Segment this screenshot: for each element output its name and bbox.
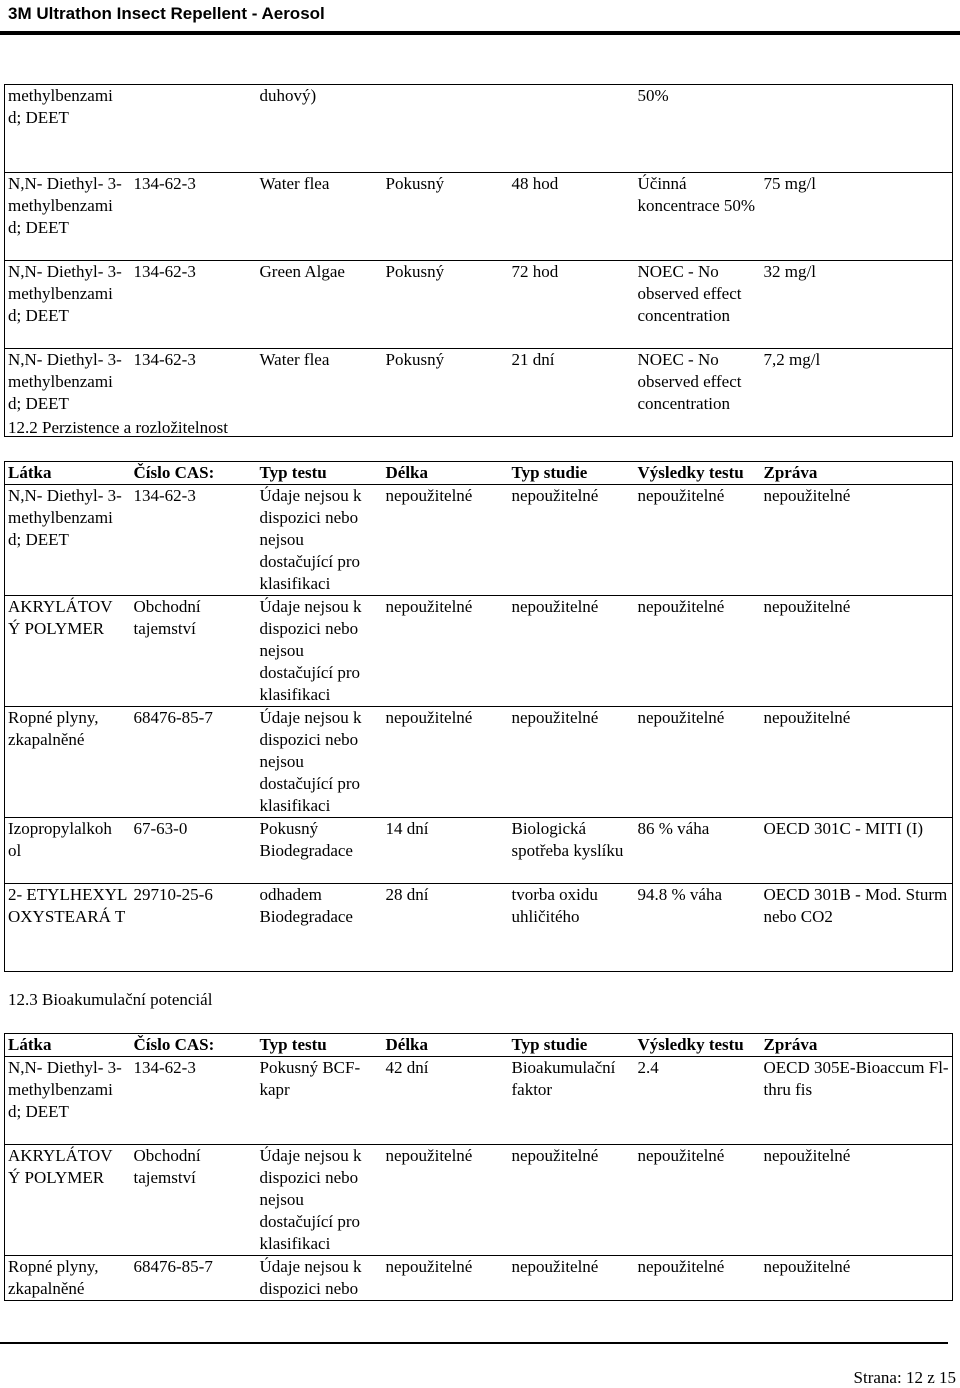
table-cell: 72 hod xyxy=(509,261,635,349)
table-row xyxy=(5,1057,953,1145)
table-cell: NOEC - No observed effect concentration xyxy=(635,349,761,437)
table-cell xyxy=(131,85,257,173)
document-title: 3M Ultrathon Insect Repellent - Aerosol xyxy=(8,4,325,23)
column-header: Číslo CAS: xyxy=(131,462,257,485)
table-cell: 7,2 mg/l xyxy=(761,349,953,437)
table-cell: nepoužitelné xyxy=(635,596,761,707)
table-cell: AKRYLÁTOV Ý POLYMER xyxy=(5,596,131,707)
header-rule xyxy=(0,31,960,35)
table-cell: Pokusný BCF- kapr xyxy=(257,1057,383,1145)
column-header: Látka xyxy=(5,1034,131,1057)
table-cell: nepoužitelné xyxy=(761,707,953,818)
table-cell: 50% xyxy=(635,85,761,173)
table-cell: Obchodní tajemství xyxy=(131,1145,257,1256)
column-header: Typ studie xyxy=(509,1034,635,1057)
table-cell: Účinná koncentrace 50% xyxy=(635,173,761,261)
table-cell: Water flea xyxy=(257,349,383,437)
table-cell: nepoužitelné xyxy=(635,707,761,818)
table-cell: nepoužitelné xyxy=(509,1256,635,1301)
table-cell: N,N- Diethyl- 3- methylbenzami d; DEET xyxy=(5,261,131,349)
table-cell: Údaje nejsou k dispozici nebo nejsou dostačující pro klasifikaci xyxy=(257,707,383,818)
table-row xyxy=(5,173,953,261)
table-row xyxy=(5,707,953,818)
table-cell: N,N- Diethyl- 3- methylbenzami d; DEET xyxy=(5,1057,131,1145)
table-cell: NOEC - No observed effect concentration xyxy=(635,261,761,349)
table-cell: 75 mg/l xyxy=(761,173,953,261)
table-cell: odhadem Biodegradace xyxy=(257,884,383,972)
table-cell: N,N- Diethyl- 3- methylbenzami d; DEET xyxy=(5,349,131,437)
table-cell: Ropné plyny, zkapalněné xyxy=(5,707,131,818)
table-cell: 134-62-3 xyxy=(131,349,257,437)
table-cell xyxy=(383,85,509,173)
table-row xyxy=(5,818,953,884)
table-cell: nepoužitelné xyxy=(761,485,953,596)
table-cell: AKRYLÁTOV Ý POLYMER xyxy=(5,1145,131,1256)
table-cell: Izopropylalkoh ol xyxy=(5,818,131,884)
section-title-bioaccumulation: 12.3 Bioakumulační potenciál xyxy=(8,990,213,1009)
table-cell: 2- ETYLHEXYL OXYSTEARÁ T xyxy=(5,884,131,972)
table-cell: nepoužitelné xyxy=(383,1256,509,1301)
table-cell: 134-62-3 xyxy=(131,173,257,261)
table-cell: Údaje nejsou k dispozici nebo nejsou dostačující pro klasifikaci xyxy=(257,596,383,707)
table-cell: 48 hod xyxy=(509,173,635,261)
table-cell: OECD 301B - Mod. Sturm nebo CO2 xyxy=(761,884,953,972)
column-header: Zpráva xyxy=(761,1034,953,1057)
table-row xyxy=(5,85,953,173)
table-cell: nepoužitelné xyxy=(761,596,953,707)
table-cell: Údaje nejsou k dispozici nebo nejsou dostačující pro klasifikaci xyxy=(257,1145,383,1256)
table-row xyxy=(5,261,953,349)
table-cell: Pokusný Biodegradace xyxy=(257,818,383,884)
table-cell: nepoužitelné xyxy=(635,1145,761,1256)
column-header: Typ testu xyxy=(257,1034,383,1057)
table-cell: 134-62-3 xyxy=(131,261,257,349)
table-cell: 68476-85-7 xyxy=(131,707,257,818)
table-cell: OECD 301C - MITI (I) xyxy=(761,818,953,884)
column-header: Typ testu xyxy=(257,462,383,485)
table-cell: tvorba oxidu uhličitého xyxy=(509,884,635,972)
table-cell: nepoužitelné xyxy=(761,1145,953,1256)
table-cell: Pokusný xyxy=(383,349,509,437)
table-cell: 86 % váha xyxy=(635,818,761,884)
table-cell: Biologická spotřeba kyslíku xyxy=(509,818,635,884)
table-row xyxy=(5,596,953,707)
table-cell: Pokusný xyxy=(383,261,509,349)
table-cell xyxy=(509,85,635,173)
column-header: Výsledky testu xyxy=(635,462,761,485)
table-cell: 28 dní xyxy=(383,884,509,972)
table-cell: nepoužitelné xyxy=(761,1256,953,1301)
table-cell: 67-63-0 xyxy=(131,818,257,884)
table-cell: 42 dní xyxy=(383,1057,509,1145)
table-cell: 94.8 % váha xyxy=(635,884,761,972)
page-number: Strana: 12 z 15 xyxy=(853,1368,956,1387)
table-row xyxy=(5,1145,953,1256)
table-cell xyxy=(761,85,953,173)
persistence-table xyxy=(4,461,953,972)
table-cell: 21 dní xyxy=(509,349,635,437)
bioaccumulation-table xyxy=(4,1033,953,1301)
table-cell: Údaje nejsou k dispozici nebo xyxy=(257,1256,383,1301)
table-cell: 2.4 xyxy=(635,1057,761,1145)
table-cell: 29710-25-6 xyxy=(131,884,257,972)
header-row xyxy=(5,1034,953,1057)
table-cell: 32 mg/l xyxy=(761,261,953,349)
section-title-persistence: 12.2 Perzistence a rozložitelnost xyxy=(8,418,228,437)
column-header: Číslo CAS: xyxy=(131,1034,257,1057)
table-cell: Údaje nejsou k dispozici nebo nejsou dostačující pro klasifikaci xyxy=(257,485,383,596)
table-cell: nepoužitelné xyxy=(383,596,509,707)
footer-rule xyxy=(0,1342,948,1344)
table-row xyxy=(5,485,953,596)
table-cell: 134-62-3 xyxy=(131,1057,257,1145)
table-cell: Bioakumulační faktor xyxy=(509,1057,635,1145)
table-cell: Green Algae xyxy=(257,261,383,349)
column-header: Délka xyxy=(383,462,509,485)
column-header: Výsledky testu xyxy=(635,1034,761,1057)
table-cell: Obchodní tajemství xyxy=(131,596,257,707)
table-cell: methylbenzami d; DEET xyxy=(5,85,131,173)
table-cell: duhový) xyxy=(257,85,383,173)
table-cell: N,N- Diethyl- 3- methylbenzami d; DEET xyxy=(5,485,131,596)
table-cell: Ropné plyny, zkapalněné xyxy=(5,1256,131,1301)
column-header: Látka xyxy=(5,462,131,485)
table-cell: nepoužitelné xyxy=(635,485,761,596)
table-cell: nepoužitelné xyxy=(509,707,635,818)
table-cell: Pokusný xyxy=(383,173,509,261)
table-row xyxy=(5,884,953,972)
table-cell: nepoužitelné xyxy=(383,485,509,596)
table-cell: 134-62-3 xyxy=(131,485,257,596)
table-cell: 14 dní xyxy=(383,818,509,884)
table-cell: nepoužitelné xyxy=(509,596,635,707)
table-cell: OECD 305E-Bioaccum Fl-thru fis xyxy=(761,1057,953,1145)
table-row xyxy=(5,1256,953,1301)
header-row xyxy=(5,462,953,485)
column-header: Zpráva xyxy=(761,462,953,485)
table-cell: N,N- Diethyl- 3- methylbenzami d; DEET xyxy=(5,173,131,261)
column-header: Délka xyxy=(383,1034,509,1057)
table-cell: Water flea xyxy=(257,173,383,261)
table-cell: nepoužitelné xyxy=(509,485,635,596)
table-cell: nepoužitelné xyxy=(383,707,509,818)
table-cell: nepoužitelné xyxy=(509,1145,635,1256)
table-cell: nepoužitelné xyxy=(635,1256,761,1301)
ecotoxicity-table xyxy=(4,84,953,437)
table-cell: 68476-85-7 xyxy=(131,1256,257,1301)
column-header: Typ studie xyxy=(509,462,635,485)
table-cell: nepoužitelné xyxy=(383,1145,509,1256)
